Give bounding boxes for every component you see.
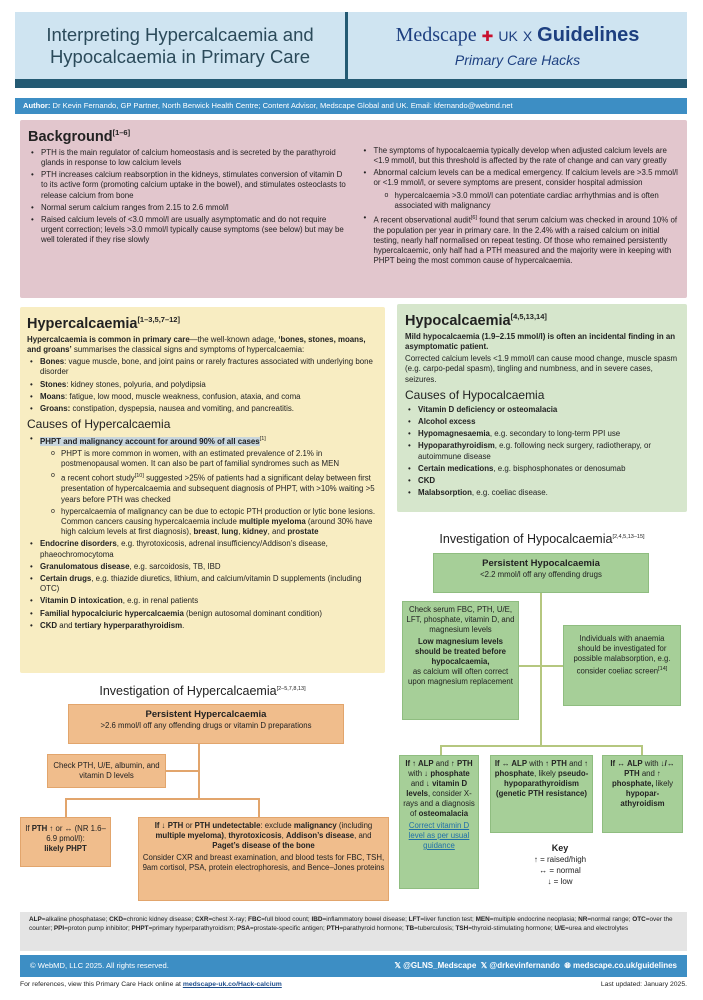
text-segment: PHPT is more common in women, with an estimated prevalence of 2.1% in postmenopausal women. It can also be part of familial syndromes such as MEN xyxy=(61,449,340,469)
brand-logo xyxy=(348,24,687,47)
text-segment: =over the counter; xyxy=(29,916,673,932)
hyper-causes-list xyxy=(27,434,378,631)
sub-list-item xyxy=(48,471,378,504)
inv-hyper-heading xyxy=(20,682,385,699)
text-segment: =tuberculosis; xyxy=(414,924,456,932)
correct-vitamin-d-link[interactable]: Correct vitamin D level as per usual guidance xyxy=(408,821,470,850)
box-title: Persistent Hypercalcaemia xyxy=(145,709,267,720)
list-item xyxy=(405,417,679,427)
text-segment: : exclude xyxy=(260,821,294,830)
reference-marker: [14] xyxy=(658,666,668,672)
text-segment: Granulomatous disease xyxy=(40,561,130,571)
background-refs: [1–6] xyxy=(112,128,131,137)
osteomalacia-box xyxy=(399,755,479,889)
abbreviations xyxy=(20,912,687,951)
text-segment: , e.g. in renal patients xyxy=(122,596,199,606)
text-segment: PTH is the main regulator of calcium homeostasis and is secreted by the parathyroid glands in response to low calcium levels xyxy=(41,147,336,168)
globe-icon: 🌐︎ xyxy=(564,961,573,970)
text-segment: PTH undetectable xyxy=(194,821,261,830)
text-segment: , e.g. thyrotoxicosis, adrenal insufficiency/Addison’s disease, phaeochromocytoma xyxy=(40,539,328,559)
text-segment: Malabsorption xyxy=(418,488,472,498)
text-segment: thyrotoxicosis xyxy=(228,831,282,840)
text-segment: Groans: xyxy=(40,404,71,414)
text-segment: . xyxy=(182,620,185,630)
primary-care-hacks-label: Primary Care Hacks xyxy=(454,52,581,68)
text-segment: PPI xyxy=(53,924,65,932)
text-segment: likely PHPT xyxy=(44,844,87,853)
text-segment: TSH xyxy=(455,924,469,932)
text-segment: A recent observational audit xyxy=(373,215,471,225)
list-item xyxy=(405,464,679,474)
text-segment: and xyxy=(566,759,585,768)
low-pth-text xyxy=(142,821,385,851)
copyright: © WebMD, LLC 2025. All rights reserved. xyxy=(30,961,169,970)
text-segment: osteomalacia xyxy=(418,809,469,818)
check-text: Check serum FBC, PTH, U/E, LFT, phosphate, vitamin D, and magnesium levels xyxy=(406,605,515,634)
title-line-1: Interpreting Hypercalcaemia and xyxy=(46,24,314,45)
text-segment: with xyxy=(527,759,546,768)
key-normal: ↔ = normal xyxy=(539,866,581,875)
text-segment: , e.g. secondary to long-term PPI use xyxy=(489,429,621,439)
hyper-symptoms-list xyxy=(27,357,378,414)
text-segment: =parathyroid hormone; xyxy=(339,924,406,932)
text-segment: OTC xyxy=(632,916,646,923)
text-segment: NR xyxy=(578,916,588,923)
text-segment: multiple myeloma xyxy=(239,516,306,526)
key-title: Key xyxy=(551,843,569,853)
list-item xyxy=(27,404,378,414)
author-label: Author: xyxy=(23,101,51,110)
text-segment: Paget’s disease of the bone xyxy=(212,841,315,850)
text-segment: CXR xyxy=(194,916,209,923)
references-link[interactable]: medscape-uk.co/Hack-calcium xyxy=(182,981,282,988)
list-item xyxy=(28,148,347,168)
text-segment: , xyxy=(281,831,286,840)
text-segment: , xyxy=(217,527,222,537)
consider-tests-text: Consider CXR and breast examination, and blood tests for FBC, TSH, 9am cortisol, PSA, protein electrophoresis, and Bence–Jones proteins xyxy=(142,853,385,872)
text-segment: hypercalcaemia of malignancy can be due to ectopic PTH production or lytic bone lesions. Common cancers causing hypercalcaemia include xyxy=(61,506,376,526)
box-subtitle: <2.2 mmol/l off any offending drugs xyxy=(480,570,602,579)
sub-list xyxy=(48,449,378,537)
text-segment: Abnormal calcium levels can be a medical emergency. If calcium levels are >3.5 mmol/l or <1.9 mmol/l, or severe symptoms are present, consider hospital admission xyxy=(373,168,678,188)
list-item xyxy=(28,215,347,246)
text-segment: =normal range; xyxy=(587,916,633,923)
text-segment: =primary hyperparathyroidism; xyxy=(148,924,237,932)
footer-bar xyxy=(20,955,687,977)
text-segment: and xyxy=(57,620,75,630)
list-item xyxy=(27,596,378,606)
likely-phpt-box xyxy=(20,817,111,867)
text-segment: , e.g. thiazide diuretics, lithium, and calcium/vitamin D supplements (including OTC) xyxy=(40,573,362,594)
text-segment: suggested >25% of patients had a significant delay between first presentation of hypercalcaemia and subsequent diagnosis of PHPT, with >10% waiting >5 years before PTH was checked xyxy=(61,474,375,504)
text-segment: with xyxy=(408,769,425,778)
text-segment: =proton pump inhibitor; xyxy=(64,924,132,932)
osteomalacia-text xyxy=(403,759,475,819)
text-segment: ↓ vitamin D levels xyxy=(406,779,468,798)
text-segment: , consider X-rays and a diagnosis of xyxy=(403,789,475,818)
refs-text: For references, view this Primary Care Hack online at xyxy=(20,981,183,988)
text-segment: TB xyxy=(405,924,415,932)
hypo-title: Hypocalcaemia xyxy=(405,312,511,329)
text-segment: PSA xyxy=(236,924,250,932)
text-segment: ‘bones, stones, moans, and groans’ xyxy=(27,334,366,355)
text-segment: CKD xyxy=(418,476,436,486)
list-item xyxy=(405,441,679,461)
check-serum-box xyxy=(402,601,519,720)
hyper-title: Hypercalcaemia xyxy=(27,315,138,332)
text-segment: summarises the classical signs and symptoms of hypercalcaemia: xyxy=(71,345,305,355)
text-segment: Endocrine disorders xyxy=(40,539,117,549)
list-item xyxy=(27,562,378,572)
text-segment: constipation, dyspepsia, nausea and vomiting, and pancreatitis. xyxy=(70,404,294,414)
text-segment: hypopar-athyroidism xyxy=(620,789,665,808)
text-segment: =full blood count; xyxy=(261,916,312,923)
pseudohypoparathyroidism-box xyxy=(490,755,593,833)
text-segment: IBD xyxy=(311,916,323,923)
key-down: ↓ = low xyxy=(547,877,573,886)
hypo-refs: [4,5,13,14] xyxy=(510,312,547,321)
text-segment: Certain drugs xyxy=(40,573,92,583)
text-segment: Bones xyxy=(40,357,65,367)
text-segment: (around 30% have high calcium levels at first diagnosis), xyxy=(61,516,373,537)
text-segment: Normal serum calcium ranges from 2.15 to 2.6 mmol/l xyxy=(41,202,229,212)
text-segment: ↑ or ↔ (NR 1.6–6.9 pmol/l): xyxy=(46,824,106,843)
text-segment: PTH xyxy=(31,824,48,833)
text-segment: Moans xyxy=(40,391,65,401)
check-pth-box: Check PTH, U/E, albumin, and vitamin D levels xyxy=(47,754,166,788)
page-title xyxy=(15,24,345,68)
text-segment: ↑ phosphate, xyxy=(611,769,661,788)
text-segment: Raised calcium levels of <3.0 mmol/l are usually asymptomatic and do not require urgent correction; levels >3.0 mmol/l typically cause symptoms (see below) but may be well tolerated if they rise slowly xyxy=(41,215,344,245)
uk-label: UK xyxy=(498,28,518,44)
list-item xyxy=(27,609,378,619)
text-segment: FBC xyxy=(248,916,262,923)
list-item xyxy=(361,213,680,267)
hypocalcaemia-heading xyxy=(405,308,679,330)
header-banner xyxy=(15,12,687,88)
list-item xyxy=(405,405,679,415)
text-segment: =liver function test; xyxy=(420,916,476,923)
magnesium-note: as calcium will often correct upon magnesium replacement xyxy=(408,667,513,686)
text-segment: Individuals with anaemia should be investigated for possible malabsorption, e.g. consider coeliac screen xyxy=(573,634,671,676)
text-segment: found that serum calcium was checked in around 10% of the population per year in primary care. In the 2.4% with a raised calcium on initial testing, nearly half normalised on repeat testing. Of those who remained persistently hypercalcaemic, only half had a PTH measured and the majority were in keeping with PHPT being the most common cause of hypercalcaemia. xyxy=(373,215,678,266)
text-segment: prostate xyxy=(287,527,319,537)
text-segment: PTH xyxy=(326,924,340,932)
text-segment: , e.g. following neck surgery, radiotherapy, or autoimmune disease xyxy=(418,441,652,461)
x-icon: 𝕏 xyxy=(394,961,404,970)
text-segment: Certain medications xyxy=(418,463,494,473)
list-item xyxy=(27,574,378,594)
text-segment: malignancy xyxy=(293,821,337,830)
text-segment: Vitamin D deficiency or osteomalacia xyxy=(418,404,558,414)
list-item xyxy=(405,488,679,498)
sub-list-item xyxy=(382,191,680,211)
list-item xyxy=(28,203,347,213)
list-item xyxy=(27,539,378,559)
text-segment: , xyxy=(238,527,243,537)
magnesium-warning: Low magnesium levels should be treated before hypocalcaemia, xyxy=(415,637,506,666)
text-segment: a recent cohort study xyxy=(61,474,135,484)
text-segment: tertiary hyperparathyroidism xyxy=(74,620,183,630)
text-segment: If ↓ PTH xyxy=(154,821,184,830)
text-segment: —the well-known adage, xyxy=(189,334,279,344)
last-updated: Last updated: January 2025. xyxy=(600,981,687,988)
text-segment: =thyroid-stimulating hormone; xyxy=(468,924,555,932)
text-segment: =prostate-specific antigen; xyxy=(249,924,327,932)
x-separator: X xyxy=(522,28,533,44)
text-segment: likely xyxy=(653,779,674,788)
sub-list xyxy=(382,191,680,211)
uk-flag-icon: ✚ xyxy=(481,30,494,45)
hyper-refs: [1–3,5,7–12] xyxy=(137,315,180,324)
list-item xyxy=(27,621,378,631)
text-segment: U/E xyxy=(554,924,566,932)
list-item xyxy=(405,429,679,439)
list-item xyxy=(27,357,378,377)
hyper-causes-heading: Causes of Hypercalcaemia xyxy=(27,417,171,432)
persistent-hypocalcaemia-box xyxy=(433,553,649,593)
text-segment: Hypomagnesaemia xyxy=(418,429,490,439)
key-legend xyxy=(505,843,615,887)
title-line-2: Hypocalcaemia in Primary Care xyxy=(49,46,311,67)
text-segment: (benign autosomal dominant condition) xyxy=(183,608,323,618)
key-up: ↑ = raised/high xyxy=(533,855,587,864)
sub-list-item xyxy=(48,507,378,538)
text-segment: If xyxy=(25,824,32,833)
hypo-intro-bold: Mild hypocalcaemia (1.9–2.15 mmol/l) is often an incidental finding in an asymptomatic patient. xyxy=(405,331,676,352)
list-item xyxy=(27,392,378,402)
text-segment: or xyxy=(183,821,195,830)
text-segment: Alcohol excess xyxy=(418,417,476,427)
text-segment: (including xyxy=(336,821,373,830)
text-segment: Familial hypocalciuric hypercalcaemia xyxy=(40,608,184,618)
reference-marker: [1] xyxy=(259,436,266,443)
text-segment: =urea and electrolytes xyxy=(565,924,629,932)
text-segment: pseudo-hypoparathyroidism (genetic PTH resistance) xyxy=(496,769,589,798)
text-segment: =chest X-ray; xyxy=(208,916,249,923)
list-item xyxy=(361,146,680,166)
list-item xyxy=(361,168,680,211)
text-segment: ↑ PTH xyxy=(545,759,567,768)
list-item xyxy=(27,380,378,390)
reference-marker: [10] xyxy=(134,473,144,480)
inv-hypo-heading xyxy=(397,530,687,547)
text-segment: multiple myeloma) xyxy=(155,831,224,840)
author-text: Dr Kevin Fernando, GP Partner, North Berwick Health Centre; Content Advisor, Medscape Global and UK. Email: kfernando@webmd.net xyxy=(50,101,513,110)
sub-list-item xyxy=(48,449,378,469)
text-segment: and xyxy=(410,779,426,788)
x-handle-author[interactable]: @drkevinfernando xyxy=(489,961,560,970)
text-segment: ↑ PTH xyxy=(450,759,473,768)
background-list xyxy=(28,146,679,267)
text-segment: breast xyxy=(193,527,218,537)
hypo-intro: Corrected calcium levels <1.9 mmol/l can cause mood change, muscle spasm (e.g. carpo-pedal spasm), tingling and numbness, and in severe cases, seizures. xyxy=(405,354,678,384)
text-segment: ↑ phosphate xyxy=(494,759,589,778)
text-segment: PHPT and malignancy account for around 90% of all cases xyxy=(40,436,260,446)
inv-hypo-title: Investigation of Hypocalcaemia xyxy=(439,532,613,547)
text-segment: , e.g. bisphosphonates or denosumab xyxy=(493,463,626,473)
text-segment: CKD xyxy=(109,916,123,923)
text-segment: If ↑ ALP xyxy=(405,759,434,768)
text-segment: and xyxy=(639,769,658,778)
list-item xyxy=(28,170,347,201)
text-segment: ↓ phosphate xyxy=(424,769,470,778)
author-bar xyxy=(15,98,687,114)
x-icon: 𝕏 xyxy=(480,961,490,970)
text-segment: : fatigue, low mood, muscle weakness, confusion, ataxia, and coma xyxy=(65,391,301,401)
hyper-intro xyxy=(27,335,378,355)
text-segment: and xyxy=(433,759,451,768)
text-segment: with xyxy=(642,759,661,768)
text-segment: kidney xyxy=(242,527,268,537)
text-segment: MEN xyxy=(475,916,490,923)
reference-marker: [6] xyxy=(470,215,478,222)
x-handle-glns[interactable]: @GLNS_Medscape xyxy=(403,961,477,970)
website-link[interactable]: medscape.co.uk/guidelines xyxy=(572,961,677,970)
medscape-logo: Medscape xyxy=(395,24,477,46)
text-segment: ALP xyxy=(29,916,42,923)
inv-hyper-title: Investigation of Hypercalcaemia xyxy=(99,684,277,699)
text-segment: : vague muscle, bone, and joint pains or rarely fractures associated with underlying bone disorder xyxy=(40,357,373,377)
list-item xyxy=(27,434,378,537)
text-segment: , e.g. sarcoidosis, TB, IBD xyxy=(129,561,221,571)
references-line xyxy=(20,981,687,988)
text-segment: PTH increases calcium reabsorption in the kidneys, stimulates conversion of vitamin D to its active form (promoting calcium uptake in the bowel), and stimulates osteoclasts to release calcium from bone xyxy=(41,170,346,200)
text-segment: Stones xyxy=(40,379,67,389)
background-section xyxy=(20,120,687,298)
text-segment: Hypoparathyroidism xyxy=(418,441,495,451)
text-segment: : kidney stones, polyuria, and polydipsia xyxy=(66,379,206,389)
text-segment: The symptoms of hypocalcaemia typically develop when adjusted calcium levels are <1.9 mmol/l, but this threshold is affected by the rate of change and can vary greatly xyxy=(373,145,667,166)
box-title: Persistent Hypocalcaemia xyxy=(482,558,600,569)
hypo-causes-heading: Causes of Hypocalcaemia xyxy=(405,387,545,402)
background-heading xyxy=(28,124,679,146)
text-segment: , xyxy=(223,831,229,840)
text-segment: Hypercalcaemia is common in primary care xyxy=(27,334,190,344)
text-segment: , and xyxy=(354,831,372,840)
text-segment: ↓/↔ PTH xyxy=(624,759,675,778)
text-segment: , e.g. coeliac disease. xyxy=(471,488,548,498)
hypoparathyroidism-box xyxy=(602,755,683,833)
text-segment: =multiple endocrine neoplasia; xyxy=(489,916,579,923)
text-segment: Vitamin D intoxication xyxy=(40,596,123,606)
inv-hyper-refs: [2–5,7,8,13] xyxy=(276,686,306,692)
text-segment: , and xyxy=(267,527,288,537)
box-subtitle: >2.6 mmol/l off any offending drugs or vitamin D preparations xyxy=(100,721,312,730)
inv-hypo-refs: [2,4,5,13–15] xyxy=(612,534,645,540)
guidelines-logo: Guidelines xyxy=(537,24,640,46)
text-segment: hypercalcaemia >3.0 mmol/l can potentiate cardiac arrhythmias and is often associated with malignancy xyxy=(394,190,659,210)
hypo-causes-list xyxy=(405,405,679,499)
text-segment: If ↔ ALP xyxy=(610,759,643,768)
hypercalcaemia-section xyxy=(20,307,385,673)
text-segment: =inflammatory bowel disease; xyxy=(322,916,409,923)
text-segment: PHPT xyxy=(131,924,149,932)
text-segment: CKD xyxy=(40,620,58,630)
list-item xyxy=(405,476,679,486)
persistent-hypercalcaemia-box xyxy=(68,704,344,744)
text-segment: , likely xyxy=(534,769,558,778)
text-segment: LFT xyxy=(408,916,421,923)
anaemia-box xyxy=(563,625,681,706)
text-segment: Addison’s disease xyxy=(285,831,355,840)
text-segment: =chronic kidney disease; xyxy=(123,916,195,923)
text-segment: =alkaline phosphatase; xyxy=(41,916,110,923)
text-segment: lung xyxy=(221,527,239,537)
hypercalcaemia-heading xyxy=(27,311,378,333)
text-segment: If ↔ ALP xyxy=(494,759,528,768)
low-pth-box xyxy=(138,817,389,901)
hypocalcaemia-section xyxy=(397,304,687,512)
background-title: Background xyxy=(28,128,113,145)
